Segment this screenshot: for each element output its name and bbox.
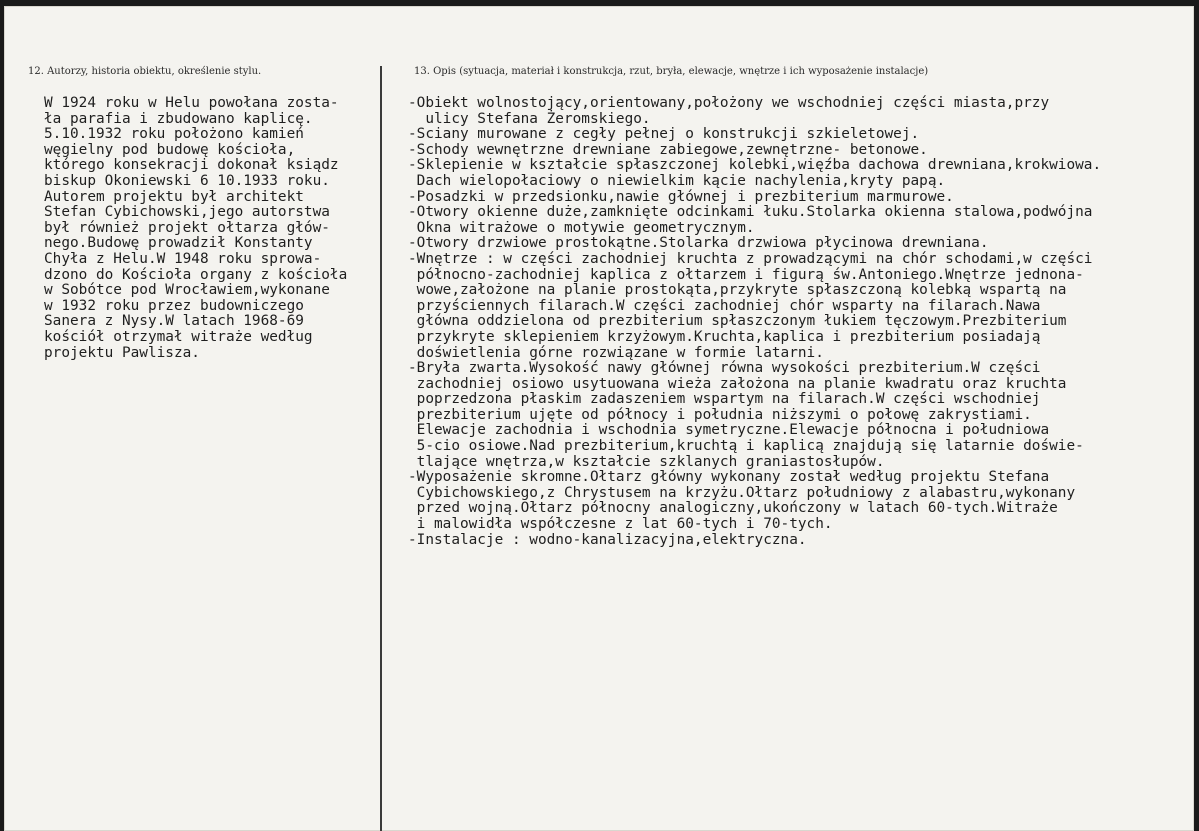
description-text-line: północno-zachodniej kaplica z ołtarzem i figurą św.Antoniego.Wnętrze jednona- xyxy=(408,266,1084,283)
description-text-line: -Sciany murowane z cegły pełnej o konstrukcji szkieletowej. xyxy=(408,126,920,143)
description-text-column xyxy=(408,96,1194,548)
section-13-header: 13. Opis (sytuacja, materiał i konstrukcja, rzut, bryła, elewacje, wnętrze i ich wyposażenie instalacje) xyxy=(414,66,929,77)
description-text-line: -Sklepienie w kształcie spłaszczonej kolebki,więźba dachowa drewniana,krokwiowa. xyxy=(408,157,1102,174)
description-text-line: -Obiekt wolnostojący,orientowany,położony we wschodniej części miasta,przy xyxy=(408,95,1050,111)
history-text-line: kościół otrzymał witraże według xyxy=(44,328,313,345)
history-text-line: którego konsekracji dokonał ksiądz xyxy=(44,157,339,174)
description-text-line: -Wyposażenie skromne.Ołtarz główny wykonany został według projektu Stefana xyxy=(408,469,1050,486)
description-text-line: zachodniej osiowo usytuowana wieża założona na planie kwadratu oraz kruchta xyxy=(408,375,1067,392)
history-text-line: Stefan Cybichowski,jego autorstwa xyxy=(44,204,330,221)
description-text-line: Okna witrażowe o motywie geometrycznym. xyxy=(408,219,755,236)
description-text-line: -Otwory drzwiowe prostokątne.Stolarka drzwiowa płycinowa drewniana. xyxy=(408,235,989,252)
history-text-column xyxy=(44,96,389,361)
description-text-line: Cybichowskiego,z Chrystusem na krzyżu.Ołtarz południowy z alabastru,wykonany xyxy=(408,484,1076,501)
description-text-line: Dach wielopołaciowy o niewielkim kącie nachylenia,kryty papą. xyxy=(408,172,946,189)
history-text-line: biskup Okoniewski 6 10.1933 roku. xyxy=(44,172,330,189)
description-text-line: -Bryła zwarta.Wysokość nawy głównej równa wysokości prezbiterium.W części xyxy=(408,360,1041,377)
description-text-line: -Instalacje : wodno-kanalizacyjna,elektryczna. xyxy=(408,531,807,548)
description-text-line: przyściennych filarach.W części zachodniej chór wsparty na filarach.Nawa xyxy=(408,297,1041,314)
description-text-line: doświetlenia górne rozwiązane w formie latarni. xyxy=(408,344,824,361)
description-text-line: -Schody wewnętrzne drewniane zabiegowe,zewnętrzne- betonowe. xyxy=(408,141,928,158)
description-text-line: i malowidła współczesne z lat 60-tych i 70-tych. xyxy=(408,516,833,533)
history-text-line: Autorem projektu był architekt xyxy=(44,188,304,205)
description-text-line: poprzedzona płaskim zadaszeniem wspartym na filarach.W części wschodniej xyxy=(408,391,1041,408)
history-text-line: Sanera z Nysy.W latach 1968-69 xyxy=(44,313,304,330)
description-text-line: tlające wnętrza,w kształcie szklanych graniastosłupów. xyxy=(408,453,885,470)
description-text-line: przykryte sklepieniem krzyżowym.Kruchta,kaplica i prezbiterium posiadają xyxy=(408,328,1041,345)
description-text-line: -Posadzki w przedsionku,nawie głównej i prezbiterium marmurowe. xyxy=(408,188,954,205)
description-text-line: ulicy Stefana Żeromskiego. xyxy=(408,110,651,127)
description-text-line: główna oddzielona od prezbiterium spłaszczonym łukiem tęczowym.Prezbiterium xyxy=(408,313,1067,330)
history-text-line: Chyła z Helu.W 1948 roku sprowa- xyxy=(44,250,322,267)
history-text-line: dzono do Kościoła organy z kościoła xyxy=(44,266,348,283)
history-text-line: był również projekt ołtarza głów- xyxy=(44,219,330,236)
description-text-line: wowe,założone na planie prostokąta,przykryte spłaszczoną kolebką wspartą na xyxy=(408,282,1067,299)
history-text-line: nego.Budowę prowadził Konstanty xyxy=(44,235,313,252)
document-page xyxy=(4,6,1194,831)
history-text-line: w 1932 roku przez budowniczego xyxy=(44,297,304,314)
history-text-line: ła parafia i zbudowano kaplicę. xyxy=(44,110,313,127)
history-text-line: 5.10.1932 roku położono kamień xyxy=(44,126,304,143)
history-text-line: W 1924 roku w Helu powołana zosta- xyxy=(44,95,339,111)
description-text-line: Elewacje zachodnia i wschodnia symetryczne.Elewacje północna i południowa xyxy=(408,422,1050,439)
description-text-line: -Otwory okienne duże,zamknięte odcinkami łuku.Stolarka okienna stalowa,podwójna xyxy=(408,204,1093,221)
description-text-line: prezbiterium ujęte od północy i południa niższymi o połowę zakrystiami. xyxy=(408,406,1032,423)
description-text-line: -Wnętrze : w części zachodniej kruchta z prowadzącymi na chór schodami,w części xyxy=(408,250,1093,267)
history-text-line: projektu Pawlisza. xyxy=(44,344,200,361)
history-text-line: węgielny pod budowę kościoła, xyxy=(44,141,296,158)
section-12-header: 12. Autorzy, historia obiektu, określenie stylu. xyxy=(28,66,262,77)
description-text-line: przed wojną.Ołtarz północny analogiczny,ukończony w latach 60-tych.Witraże xyxy=(408,500,1058,517)
description-text-line: 5-cio osiowe.Nad prezbiterium,kruchtą i kaplicą znajdują się latarnie doświe- xyxy=(408,438,1084,455)
history-text-line: w Sobótce pod Wrocławiem,wykonane xyxy=(44,282,330,299)
